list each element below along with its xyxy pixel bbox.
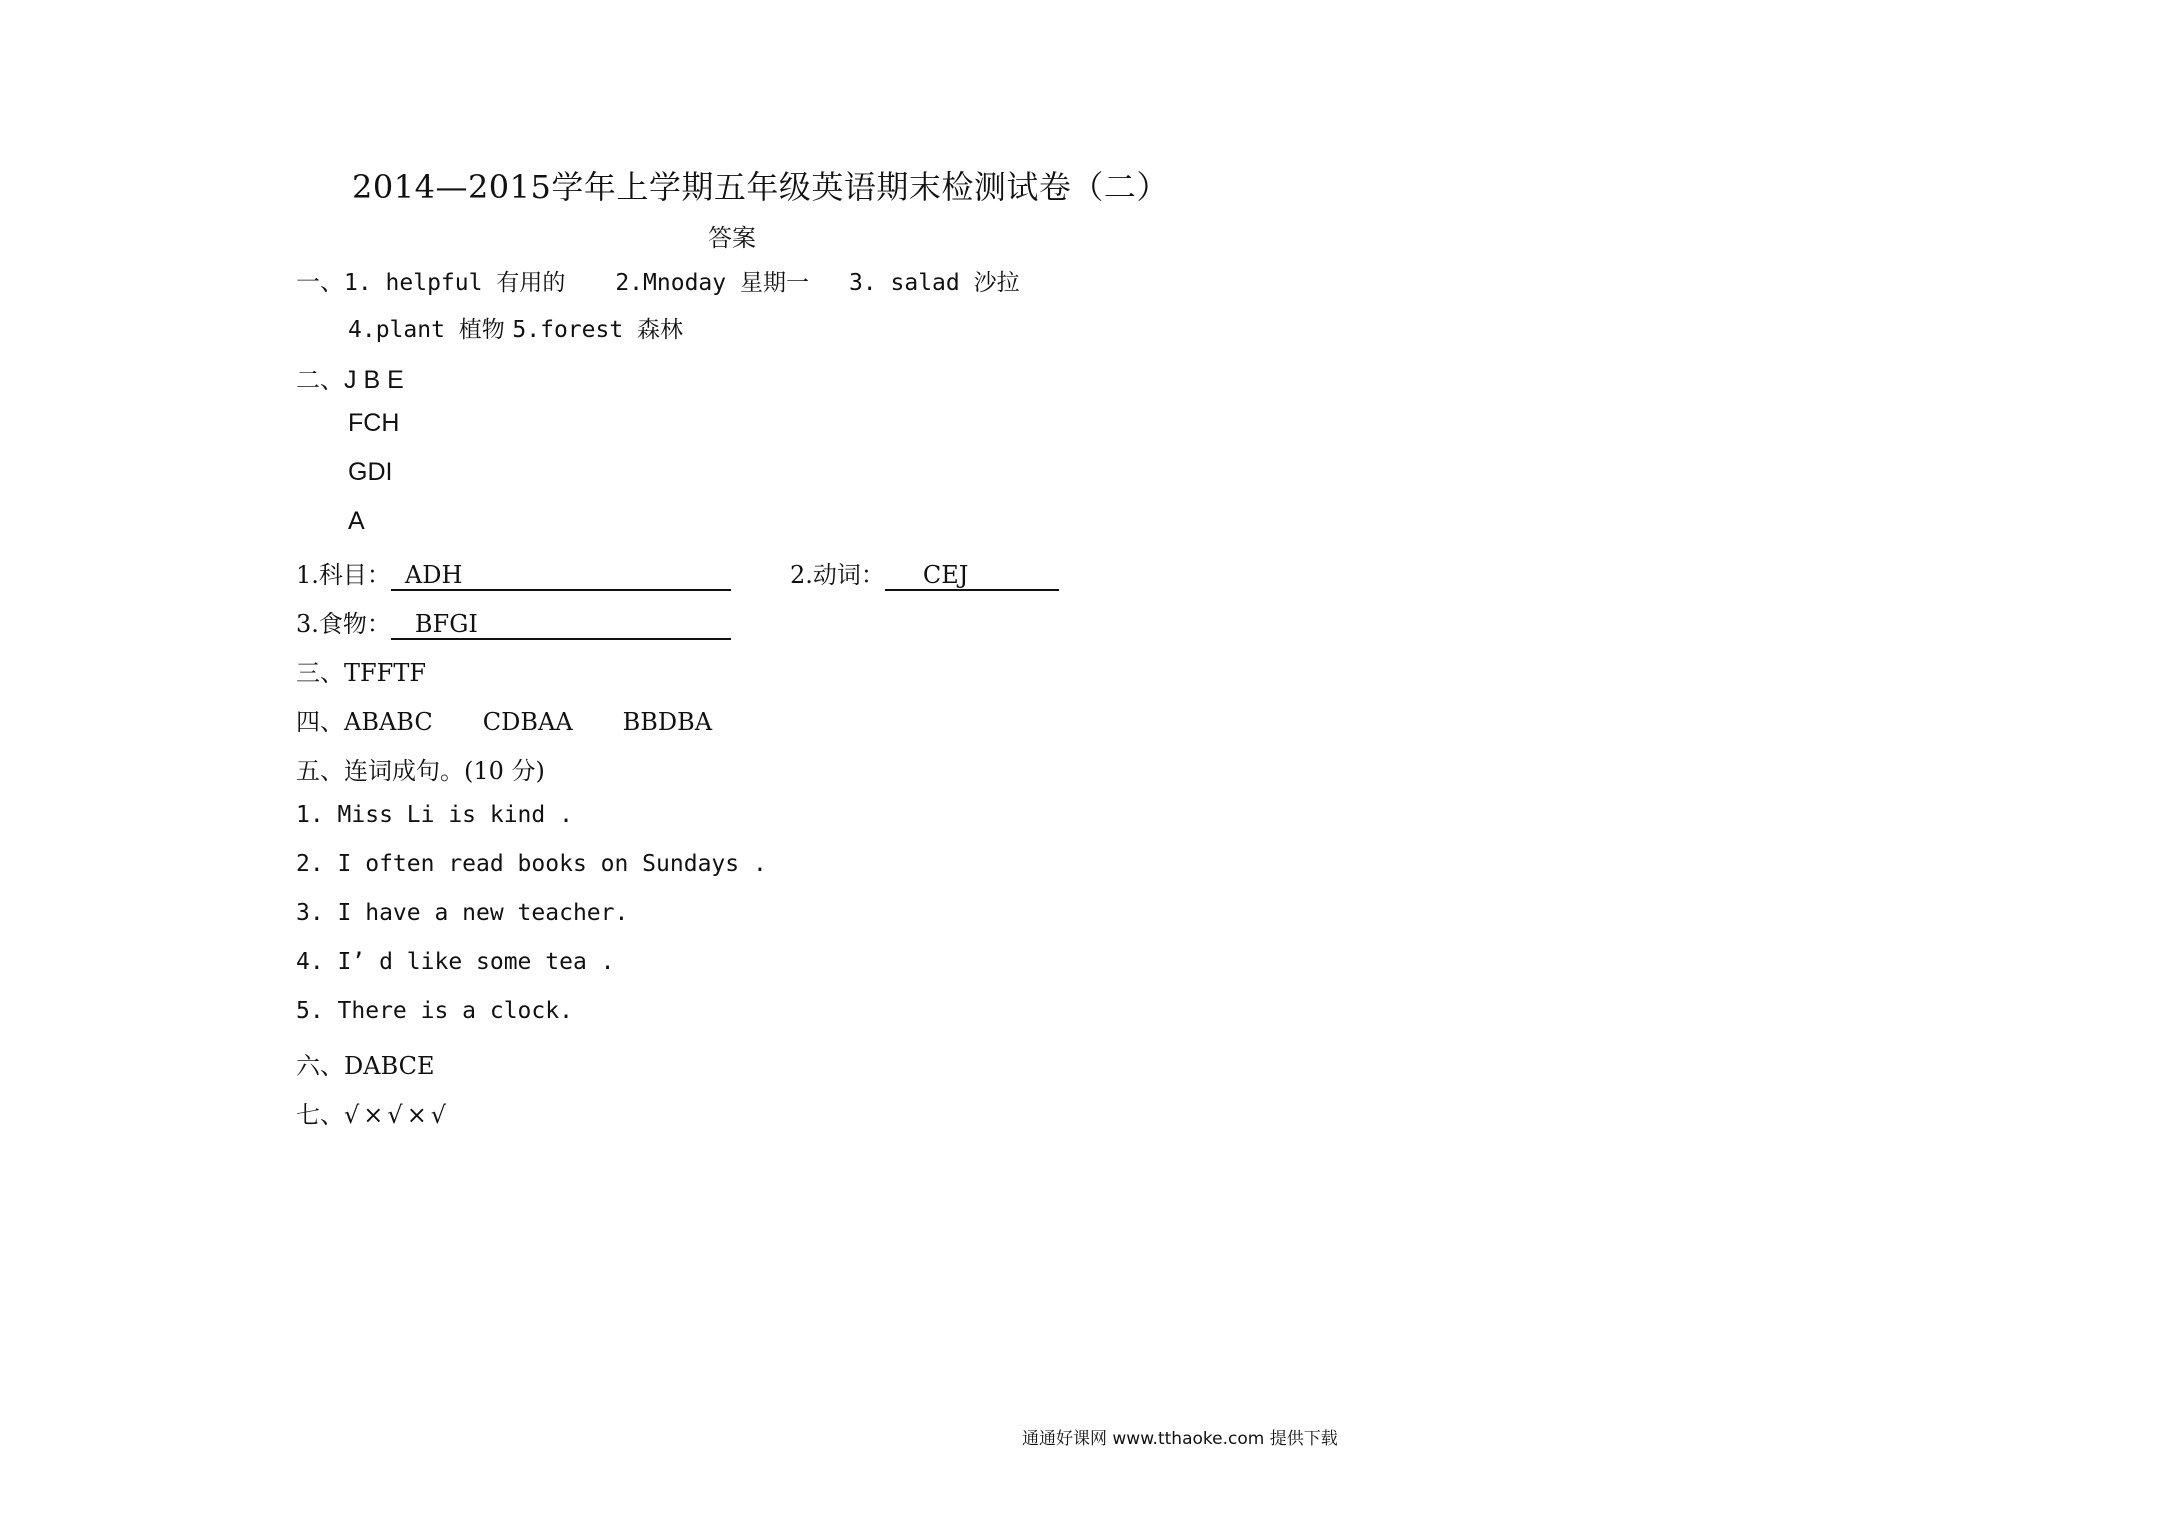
category-verbs-label: 2.动词： [790,561,885,589]
section4 [296,702,712,737]
category-food [296,604,731,640]
document-subtitle: 答案 [708,224,756,252]
section2-row-1 [296,360,404,395]
section2-row-1-text: J B E [344,366,404,394]
section1-item-2: 2.Mnoday 星期一 [615,270,809,296]
section1-line1 [296,262,1020,297]
section7-label: 七、 [296,1101,344,1129]
sentence-4: 4. I’ d like some tea . [296,949,615,975]
section2-label: 二、 [296,366,344,394]
section3 [296,653,426,688]
section4-answer-1: ABABC [344,708,433,736]
sentence-5: 5. There is a clock. [296,998,573,1024]
section4-answer-2: CDBAA [482,708,573,736]
section1-item-1: 1. helpful 有用的 [344,270,566,296]
category-subjects-value: ADH [391,561,731,591]
section1-label: 一、 [296,268,344,296]
section5-heading: 五、连词成句。(10 分) [296,757,545,785]
sentence-3: 3. I have a new teacher. [296,900,629,926]
section1-item-4: 4.plant 植物 [348,317,505,343]
section2-row-3: GDI [348,458,393,486]
section6-label: 六、 [296,1052,344,1080]
section1-line2 [348,311,683,344]
document-title: 2014—2015学年上学期五年级英语期末检测试卷（二） [352,168,1169,206]
section6-answer: DABCE [344,1052,435,1080]
section2-row-4: A [348,507,365,535]
category-verbs [790,555,1059,591]
section1-item-5: 5.forest 森林 [512,317,684,343]
section3-answer: TFFTF [344,659,426,687]
section1-item-3: 3. salad 沙拉 [848,270,1020,296]
page-footer: 通通好课网 www.tthaoke.com 提供下载 [1022,1429,1338,1449]
section7-answer: √×√×√ [344,1101,451,1129]
sentence-2: 2. I often read books on Sundays . [296,851,767,877]
section4-label: 四、 [296,708,344,736]
category-food-value: BFGI [391,610,731,640]
section2-row-2: FCH [348,409,400,437]
category-food-label: 3.食物： [296,610,391,638]
category-subjects-label: 1.科目： [296,561,391,589]
section6 [296,1046,435,1081]
category-verbs-value: CEJ [885,561,1059,591]
category-subjects [296,555,731,591]
section4-answer-3: BBDBA [622,708,713,736]
sentence-1: 1. Miss Li is kind . [296,802,573,828]
section7 [296,1095,450,1130]
section3-label: 三、 [296,659,344,687]
